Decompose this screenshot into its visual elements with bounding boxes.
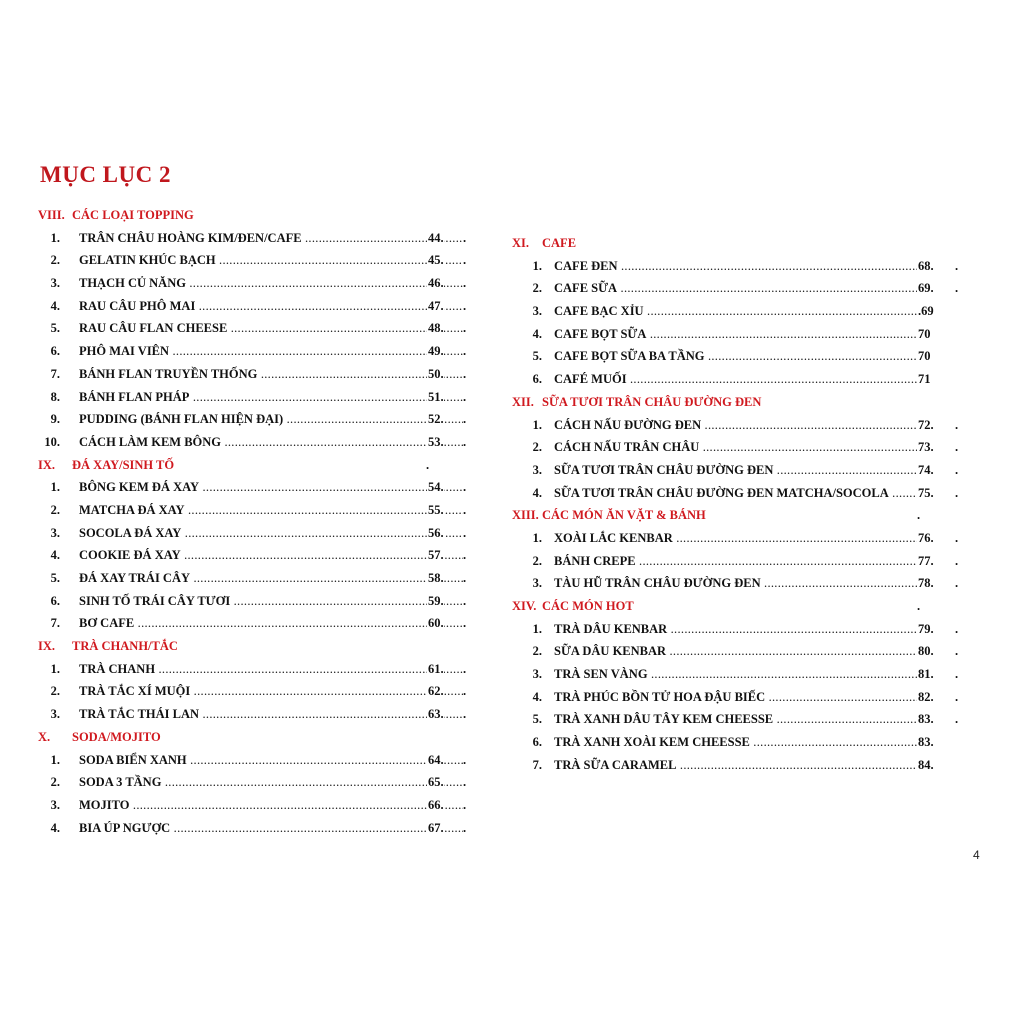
section-number: IX.: [38, 639, 56, 654]
section-number: X.: [38, 729, 51, 744]
entry-page: 58.: [428, 571, 444, 585]
toc-entry[interactable]: [512, 484, 962, 507]
entry-number: 4.: [532, 485, 542, 500]
toc-entry[interactable]: [38, 501, 478, 524]
toc-entry[interactable]: [512, 574, 962, 597]
entry-page: 71: [918, 372, 931, 387]
entry-title: THẠCH CỦ NĂNG .....: [79, 274, 463, 292]
section-number: VIII.: [38, 208, 65, 222]
entry-number: 4.: [50, 298, 60, 313]
entry-number: 2.: [50, 502, 60, 517]
entry-number: 3.: [50, 707, 60, 722]
section-number: IX.: [38, 457, 56, 472]
section-trailing-dot: .: [426, 457, 430, 472]
entry-trailing-dot: .: [955, 621, 959, 636]
toc-section-heading: [512, 506, 962, 529]
entry-title: SODA BIỂN XANH .....: [79, 751, 463, 769]
section-name: ĐÁ XAY/SINH TỐ: [72, 457, 175, 472]
entry-trailing-dot: .: [463, 253, 467, 268]
entry-trailing-dot: .: [955, 576, 959, 591]
entry-title: PHÔ MAI VIÊN .....: [79, 342, 463, 360]
toc-entry[interactable]: [512, 347, 962, 370]
entry-trailing-dot: .: [955, 644, 959, 659]
entry-trailing-dot: .: [463, 661, 467, 676]
entry-trailing-dot: .: [463, 707, 467, 722]
toc-entry[interactable]: [512, 416, 962, 439]
entry-page: 63.: [428, 707, 444, 722]
entry-trailing-dot: .: [463, 276, 467, 291]
toc-right-column: [512, 234, 962, 779]
toc-section-heading: [512, 393, 962, 416]
entry-page: 76.: [918, 530, 934, 545]
entry-trailing-dot: .: [463, 434, 467, 449]
entry-title: CÁCH LÀM KEM BÔNG .....: [79, 433, 463, 451]
section-name: CAFE: [542, 236, 577, 250]
entry-title: CAFE ĐEN .....: [554, 257, 922, 275]
entry-number: 3.: [50, 525, 60, 540]
entry-title: RAU CÂU PHÔ MAI .....: [79, 297, 463, 315]
entry-number: 6.: [50, 593, 60, 608]
entry-page: 66.: [428, 797, 444, 812]
entry-page: 68.: [918, 258, 934, 273]
toc-entry[interactable]: [38, 319, 478, 342]
toc-entry[interactable]: [38, 342, 478, 365]
entry-page: 82.: [918, 689, 934, 704]
entry-title: SODA 3 TẦNG .....: [79, 773, 463, 791]
entry-page: 73.: [918, 440, 934, 455]
entry-number: 1.: [50, 661, 60, 676]
entry-number: 3.: [532, 576, 542, 591]
entry-title: GELATIN KHÚC BẠCH .....: [79, 251, 463, 269]
entry-title: BÁNH FLAN TRUYỀN THỐNG .....: [79, 365, 463, 383]
entry-number: 2.: [532, 440, 542, 455]
section-number: XIII.: [512, 508, 539, 523]
entry-trailing-dot: .: [955, 530, 959, 545]
entry-page: 62.: [428, 684, 444, 699]
entry-page: 69.: [918, 281, 934, 296]
toc-entry[interactable]: [38, 796, 478, 819]
entry-title: TRÀ CHANH .....: [79, 660, 463, 678]
toc-entry[interactable]: [38, 251, 478, 274]
toc-entry[interactable]: [512, 688, 962, 711]
entry-trailing-dot: .: [463, 389, 467, 404]
entry-title: XOÀI LẮC KENBAR .....: [554, 529, 922, 547]
entry-page: 52.: [428, 412, 444, 427]
toc-entry[interactable]: [38, 569, 478, 592]
entry-number: 1.: [50, 480, 60, 495]
entry-trailing-dot: .: [463, 344, 467, 359]
entry-number: 7.: [50, 616, 60, 631]
entry-trailing-dot: .: [463, 502, 467, 517]
toc-entry[interactable]: [38, 592, 478, 615]
entry-number: 4.: [532, 689, 542, 704]
entry-title: TÀU HŨ TRÂN CHÂU ĐƯỜNG ĐEN .....: [554, 574, 922, 592]
toc-entry[interactable]: [512, 279, 962, 302]
entry-number: 3.: [532, 462, 542, 477]
toc-entry[interactable]: [38, 819, 478, 842]
entry-number: 9.: [50, 412, 60, 427]
entry-title: MATCHA ĐÁ XAY .....: [79, 501, 463, 519]
entry-title: BÔNG KEM ĐÁ XAY .....: [79, 478, 463, 496]
entry-title: CAFE BẠC XỈU .....: [554, 302, 922, 320]
entry-title: SỮA DÂU KENBAR .....: [554, 642, 922, 660]
section-name: SODA/MOJITO: [72, 729, 161, 744]
toc-entry[interactable]: [38, 478, 478, 501]
entry-title: ĐÁ XAY TRÁI CÂY .....: [79, 569, 463, 587]
entry-title: CÁCH NẤU TRÂN CHÂU .....: [554, 438, 922, 456]
entry-trailing-dot: .: [463, 230, 467, 245]
toc-entry[interactable]: [512, 642, 962, 665]
entry-trailing-dot: .: [463, 775, 467, 790]
entry-number: 5.: [50, 571, 60, 585]
entry-title: TRÀ XANH DÂU TÂY KEM CHEESSE .....: [554, 710, 922, 728]
toc-entry[interactable]: [512, 461, 962, 484]
entry-trailing-dot: .: [955, 417, 959, 432]
entry-number: 2.: [532, 281, 542, 296]
toc-section-heading: [512, 234, 962, 257]
entry-trailing-dot: .: [463, 525, 467, 540]
section-number: XI.: [512, 236, 530, 250]
entry-trailing-dot: .: [955, 485, 959, 500]
entry-title: BIA ÚP NGƯỢC .....: [79, 819, 463, 837]
entry-trailing-dot: .: [463, 684, 467, 699]
entry-title: SỮA TƯƠI TRÂN CHÂU ĐƯỜNG ĐEN .....: [554, 461, 922, 479]
entry-number: 1.: [50, 230, 60, 245]
entry-page: 47.: [428, 298, 444, 313]
section-name: TRÀ CHANH/TẮC: [72, 639, 178, 654]
toc-section-heading: [38, 637, 478, 660]
section-trailing-dot: .: [917, 508, 921, 523]
entry-trailing-dot: .: [955, 258, 959, 273]
entry-number: 3.: [50, 797, 60, 812]
section-number: XIV.: [512, 599, 537, 613]
entry-title: RAU CÂU FLAN CHEESE .....: [79, 319, 463, 337]
entry-number: 8.: [50, 389, 60, 404]
toc-section-heading: [38, 456, 478, 479]
entry-page: 59.: [428, 593, 444, 608]
entry-trailing-dot: .: [955, 281, 959, 296]
entry-number: 3.: [532, 304, 542, 319]
entry-title: TRÂN CHÂU HOÀNG KIM/ĐEN/CAFE .....: [79, 229, 463, 247]
entry-trailing-dot: .: [955, 553, 959, 568]
entry-number: 7.: [50, 366, 60, 381]
entry-title: TRÀ PHÚC BỒN TỬ HOA ĐẬU BIẾC .....: [554, 688, 922, 706]
entry-number: 2.: [532, 553, 542, 568]
entry-page: 74.: [918, 462, 934, 477]
entry-page: 55.: [428, 502, 444, 517]
entry-number: 6.: [50, 344, 60, 359]
entry-trailing-dot: .: [955, 667, 959, 682]
entry-trailing-dot: .: [955, 462, 959, 477]
entry-number: 4.: [50, 548, 60, 563]
toc-entry[interactable]: [38, 660, 478, 683]
entry-title: CAFE BỌT SỮA .....: [554, 325, 922, 343]
entry-page: 49.: [428, 344, 444, 359]
entry-number: 1.: [532, 621, 542, 636]
entry-page: 50.: [428, 366, 444, 381]
entry-number: 10.: [44, 434, 60, 449]
entry-page: 70: [918, 326, 931, 341]
entry-page: 65.: [428, 775, 444, 790]
entry-page: 67.: [428, 820, 444, 835]
entry-page: 45.: [428, 253, 444, 268]
entry-number: 4.: [50, 820, 60, 835]
entry-title: TRÀ DÂU KENBAR .....: [554, 620, 922, 638]
entry-title: SINH TỐ TRÁI CÂY TƯƠI .....: [79, 592, 463, 610]
entry-title: TRÀ SEN VÀNG .....: [554, 665, 922, 683]
toc-entry[interactable]: [38, 433, 478, 456]
entry-page: 57.: [428, 548, 444, 563]
entry-title: BÁNH CREPE .....: [554, 552, 922, 570]
entry-title: SỮA TƯƠI TRÂN CHÂU ĐƯỜNG ĐEN MATCHA/SOCOLA .....: [554, 484, 922, 502]
entry-trailing-dot: .: [463, 571, 467, 585]
entry-trailing-dot: .: [463, 412, 467, 427]
toc-left-column: [38, 206, 478, 841]
entry-trailing-dot: .: [463, 752, 467, 767]
entry-page: 54.: [428, 480, 444, 495]
entry-title: CÁCH NẤU ĐƯỜNG ĐEN .....: [554, 416, 922, 434]
entry-title: CAFE BỌT SỮA BA TẦNG .....: [554, 347, 922, 365]
entry-trailing-dot: .: [463, 298, 467, 313]
entry-title: TRÀ XANH XOÀI KEM CHEESSE .....: [554, 733, 922, 751]
toc-entry[interactable]: [512, 529, 962, 552]
page-number: 4: [973, 848, 980, 862]
entry-page: 78.: [918, 576, 934, 591]
entry-number: 5.: [532, 349, 542, 364]
entry-trailing-dot: .: [463, 480, 467, 495]
toc-entry[interactable]: [38, 274, 478, 297]
entry-title: SOCOLA ĐÁ XAY .....: [79, 524, 463, 542]
entry-title: COOKIE ĐÁ XAY .....: [79, 546, 463, 564]
entry-number: 1.: [532, 530, 542, 545]
entry-page: 64.: [428, 752, 444, 767]
entry-number: 3.: [532, 667, 542, 682]
section-name: SỮA TƯƠI TRÂN CHÂU ĐƯỜNG ĐEN: [542, 394, 762, 409]
entry-page: 70: [918, 349, 931, 364]
section-number: XII.: [512, 394, 534, 409]
entry-page: 72.: [918, 417, 934, 432]
entry-title: BÁNH FLAN PHÁP .....: [79, 388, 463, 406]
entry-trailing-dot: .: [463, 797, 467, 812]
entry-page: 53.: [428, 434, 444, 449]
entry-page: 75.: [918, 485, 934, 500]
toc-entry[interactable]: [512, 552, 962, 575]
entry-title: MOJITO .....: [79, 796, 463, 814]
entry-title: PUDDING (BÁNH FLAN HIỆN ĐẠI) .....: [79, 410, 463, 428]
entry-page: .69: [918, 304, 934, 319]
entry-number: 3.: [50, 276, 60, 291]
entry-page: 46.: [428, 276, 444, 291]
toc-entry[interactable]: [38, 705, 478, 728]
toc-entry[interactable]: [38, 365, 478, 388]
entry-title: TRÀ TẮC XÍ MUỘI .....: [79, 682, 463, 700]
entry-page: 56.: [428, 525, 444, 540]
entry-title: CAFÉ MUỐI .....: [554, 370, 922, 388]
entry-trailing-dot: .: [955, 440, 959, 455]
entry-number: 2.: [532, 644, 542, 659]
entry-number: 2.: [50, 775, 60, 790]
entry-title: TRÀ TẮC THÁI LAN .....: [79, 705, 463, 723]
entry-page: 81.: [918, 667, 934, 682]
entry-number: 1.: [532, 258, 542, 273]
entry-trailing-dot: .: [463, 321, 467, 336]
entry-trailing-dot: .: [463, 548, 467, 563]
entry-number: 2.: [50, 684, 60, 699]
entry-trailing-dot: .: [463, 366, 467, 381]
toc-entry[interactable]: [38, 524, 478, 547]
toc-entry[interactable]: [512, 756, 962, 779]
entry-page: 44.: [428, 230, 444, 245]
toc-entry[interactable]: [512, 257, 962, 280]
toc-entry[interactable]: [512, 620, 962, 643]
toc-entry[interactable]: [38, 773, 478, 796]
toc-entry[interactable]: [512, 370, 962, 393]
toc-section-heading: [38, 728, 478, 751]
entry-trailing-dot: .: [463, 616, 467, 631]
page-title: MỤC LỤC 2: [40, 162, 171, 187]
toc-entry[interactable]: [512, 302, 962, 325]
toc-entry[interactable]: [512, 733, 962, 756]
entry-number: 5.: [50, 321, 60, 336]
entry-number: 6.: [532, 372, 542, 387]
entry-page: 51.: [428, 389, 444, 404]
section-name: CÁC LOẠI TOPPING: [72, 208, 194, 222]
entry-number: 1.: [50, 752, 60, 767]
entry-trailing-dot: .: [463, 820, 467, 835]
toc-entry[interactable]: [512, 665, 962, 688]
entry-title: CAFE SỮA .....: [554, 279, 922, 297]
toc-entry[interactable]: [38, 410, 478, 433]
entry-number: 1.: [532, 417, 542, 432]
entry-number: 4.: [532, 326, 542, 341]
entry-title: BƠ CAFE .....: [79, 614, 463, 632]
entry-page: 80.: [918, 644, 934, 659]
entry-page: 79.: [918, 621, 934, 636]
toc-entry[interactable]: [38, 297, 478, 320]
toc-entry[interactable]: [38, 614, 478, 637]
toc-entry[interactable]: [38, 229, 478, 252]
entry-title: TRÀ SỮA CARAMEL .....: [554, 756, 922, 774]
toc-entry[interactable]: [38, 751, 478, 774]
entry-page: 77.: [918, 553, 934, 568]
entry-page: 61.: [428, 661, 444, 676]
entry-number: 2.: [50, 253, 60, 268]
entry-page: 84.: [918, 757, 934, 772]
entry-page: 48.: [428, 321, 444, 336]
entry-page: 83.: [918, 735, 934, 750]
toc-section-heading: [512, 597, 962, 620]
entry-number: 7.: [532, 757, 542, 772]
entry-number: 6.: [532, 735, 542, 750]
toc-entry[interactable]: [38, 546, 478, 569]
entry-page: 83.: [918, 712, 934, 727]
section-name: CÁC MÓN ĂN VẶT & BÁNH: [542, 508, 706, 523]
toc-entry[interactable]: [512, 710, 962, 733]
toc-entry[interactable]: [38, 388, 478, 411]
toc-entry[interactable]: [512, 438, 962, 461]
entry-trailing-dot: .: [463, 593, 467, 608]
entry-trailing-dot: .: [955, 712, 959, 727]
toc-entry[interactable]: [38, 682, 478, 705]
toc-entry[interactable]: [512, 325, 962, 348]
entry-page: 60.: [428, 616, 444, 631]
toc-section-heading: [38, 206, 478, 229]
section-name: CÁC MÓN HOT: [542, 599, 634, 613]
entry-number: 5.: [532, 712, 542, 727]
entry-trailing-dot: .: [955, 689, 959, 704]
section-trailing-dot: .: [917, 599, 921, 613]
